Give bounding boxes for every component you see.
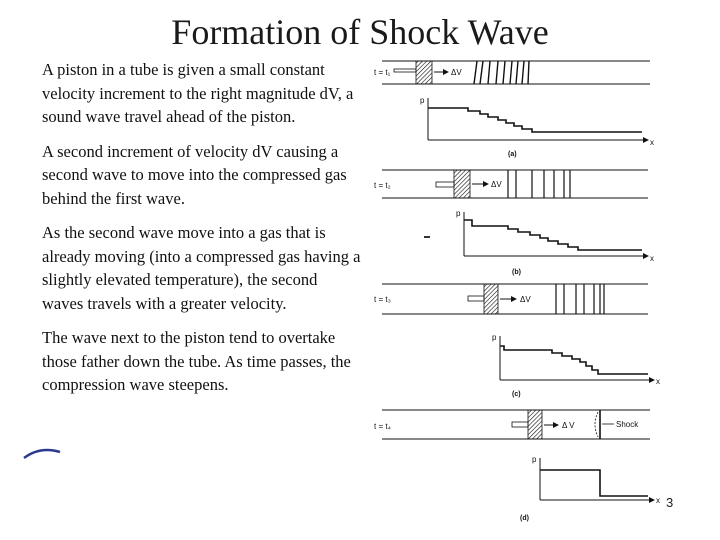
wave-lines-a bbox=[474, 61, 529, 84]
caption-c: (c) bbox=[512, 391, 521, 398]
panel-c bbox=[374, 284, 660, 398]
x-label-a: x bbox=[650, 138, 654, 147]
time-label-d: t = t₄ bbox=[374, 422, 391, 431]
shock-label-d: Shock bbox=[616, 420, 639, 429]
caption-a: (a) bbox=[508, 151, 517, 158]
panel-a bbox=[374, 61, 654, 158]
velocity-label-a: ΔV bbox=[451, 68, 462, 77]
pressure-profile-d bbox=[540, 470, 648, 496]
p-label-a: p bbox=[420, 96, 425, 105]
x-label-d: x bbox=[656, 496, 660, 505]
shock-formation-figure bbox=[372, 56, 672, 526]
p-label-d: p bbox=[532, 455, 537, 464]
paragraph-4: The wave next to the piston tend to overtake those father down the tube. As time passes, the compression wave steepens. bbox=[42, 328, 351, 394]
time-label-c: t = t₃ bbox=[374, 295, 391, 304]
time-label-b: t = t₂ bbox=[374, 181, 391, 190]
piston-rod-d bbox=[512, 422, 528, 427]
velocity-label-b: ΔV bbox=[491, 180, 502, 189]
paragraph-2: A second increment of velocity dV causing a second wave to move into the compressed gas behind the first wave. bbox=[42, 141, 347, 208]
time-label-a: t = t₁ bbox=[374, 68, 391, 77]
panel-b bbox=[374, 170, 654, 276]
pressure-profile-c bbox=[500, 346, 648, 374]
pressure-profile-a bbox=[428, 108, 642, 132]
paragraph-1: A piston in a tube is given a small constant velocity increment to the right magnitude dV, a sound wave travel ahead of the piston. bbox=[42, 60, 354, 126]
p-label-c: p bbox=[492, 333, 497, 342]
shock-curve-d bbox=[595, 412, 598, 437]
decorative-arc bbox=[22, 446, 62, 460]
velocity-label-c: ΔV bbox=[520, 295, 531, 304]
slide-title: Formation of Shock Wave bbox=[171, 12, 549, 52]
piston-rod-a bbox=[394, 69, 416, 72]
caption-b: (b) bbox=[512, 269, 521, 276]
x-label-b: x bbox=[650, 254, 654, 263]
wave-lines-c bbox=[556, 284, 604, 314]
wave-lines-b bbox=[508, 170, 570, 198]
piston-d bbox=[528, 410, 542, 439]
caption-d: (d) bbox=[520, 515, 529, 522]
piston-rod-b bbox=[436, 182, 454, 187]
x-label-c: x bbox=[656, 377, 660, 386]
page-number: 3 bbox=[666, 495, 674, 510]
piston-b bbox=[454, 170, 470, 198]
panel-d bbox=[374, 410, 660, 522]
figure-svg bbox=[372, 56, 672, 526]
piston-c bbox=[484, 284, 498, 314]
velocity-label-d: Δ V bbox=[562, 421, 575, 430]
piston-a bbox=[416, 61, 432, 84]
pressure-profile-b bbox=[464, 220, 642, 250]
text-column bbox=[42, 58, 362, 408]
p-label-b: p bbox=[456, 209, 461, 218]
piston-rod-c bbox=[468, 296, 484, 301]
paragraph-3: As the second wave move into a gas that is already moving (into a compressed gas having a slightly elevated temperature), the second waves travels with a greater velocity. bbox=[42, 223, 361, 313]
